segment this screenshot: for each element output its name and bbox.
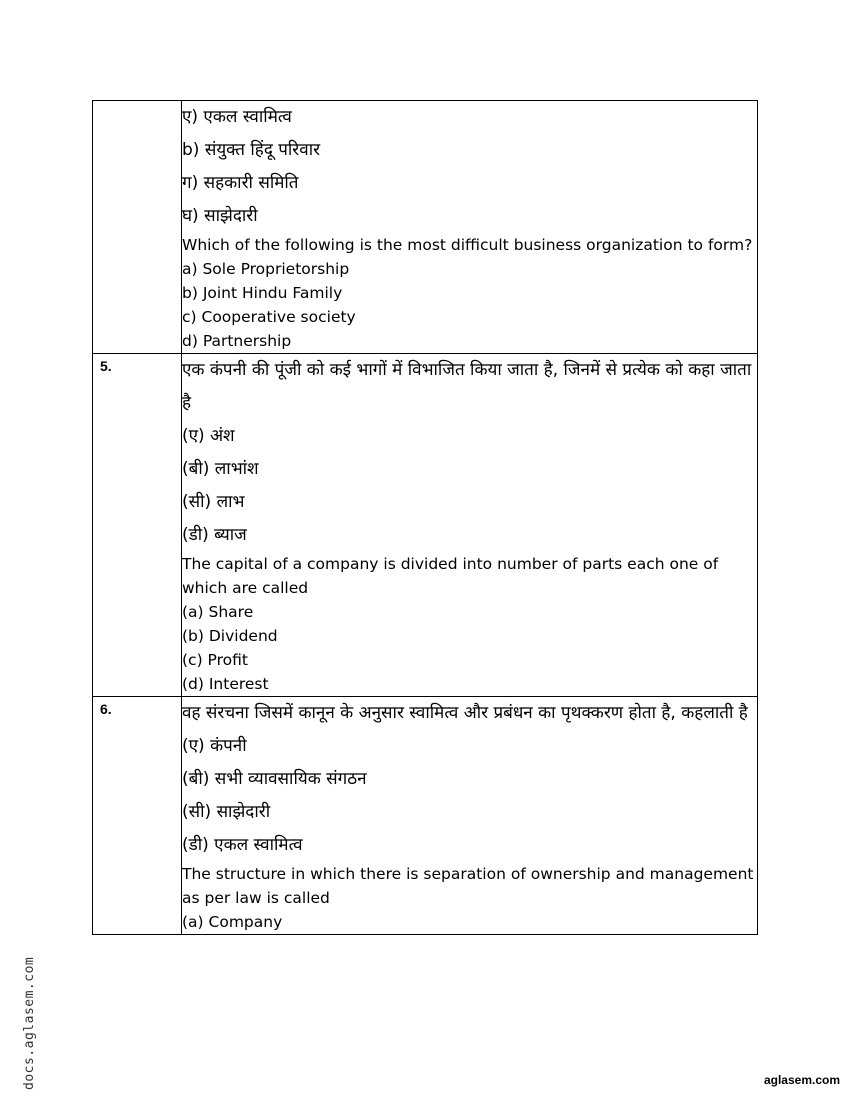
hindi-option: (ए) कंपनी <box>182 736 247 756</box>
english-question: The structure in which there is separation of ownership and management as per law is called <box>182 865 754 907</box>
question-row <box>93 354 758 697</box>
question-table <box>92 100 758 935</box>
english-option: (c) Profit <box>182 651 248 669</box>
hindi-option: b) संयुक्त हिंदू परिवार <box>182 140 321 160</box>
question-number: 6. <box>100 701 112 717</box>
footer-brand: aglasem.com <box>763 1073 840 1087</box>
question-row <box>93 697 758 935</box>
question-content <box>182 354 758 697</box>
question-number-cell <box>93 697 182 935</box>
hindi-option: (डी) ब्याज <box>182 525 247 545</box>
question-number: 5. <box>100 358 112 374</box>
hindi-question: वह संरचना जिसमें कानून के अनुसार स्वामित्व और प्रबंधन का पृथक्करण होता है, कहलाती है <box>182 703 748 723</box>
hindi-option: (बी) लाभांश <box>182 459 259 479</box>
hindi-option: (सी) साझेदारी <box>182 802 271 822</box>
hindi-option: ग) सहकारी समिति <box>182 173 299 193</box>
english-option: (a) Share <box>182 603 254 621</box>
question-number-cell <box>93 101 182 354</box>
hindi-option: (डी) एकल स्वामित्व <box>182 835 303 855</box>
hindi-option: (ए) अंश <box>182 426 235 446</box>
english-option: d) Partnership <box>182 332 292 350</box>
english-option: b) Joint Hindu Family <box>182 284 343 302</box>
english-question: The capital of a company is divided into number of parts each one of which are called <box>182 555 719 597</box>
question-number <box>93 101 181 105</box>
english-option: (d) Interest <box>182 675 269 693</box>
english-option: c) Cooperative society <box>182 308 356 326</box>
hindi-option: घ) साझेदारी <box>182 206 258 226</box>
question-number-cell <box>93 354 182 697</box>
english-option: a) Sole Proprietorship <box>182 260 350 278</box>
hindi-option: (बी) सभी व्यावसायिक संगठन <box>182 769 367 789</box>
hindi-option: ए) एकल स्वामित्व <box>182 107 292 127</box>
question-row <box>93 101 758 354</box>
hindi-question: एक कंपनी की पूंजी को कई भागों में विभाजित किया जाता है, जिनमें से प्रत्येक को कहा जाता है <box>182 360 752 413</box>
english-option: (b) Dividend <box>182 627 278 645</box>
hindi-option: (सी) लाभ <box>182 492 245 512</box>
question-content <box>182 697 758 935</box>
english-option: (a) Company <box>182 913 283 931</box>
side-watermark: docs.aglasem.com <box>22 956 37 1090</box>
question-content <box>182 101 758 354</box>
english-question: Which of the following is the most difficult business organization to form? <box>182 236 753 254</box>
